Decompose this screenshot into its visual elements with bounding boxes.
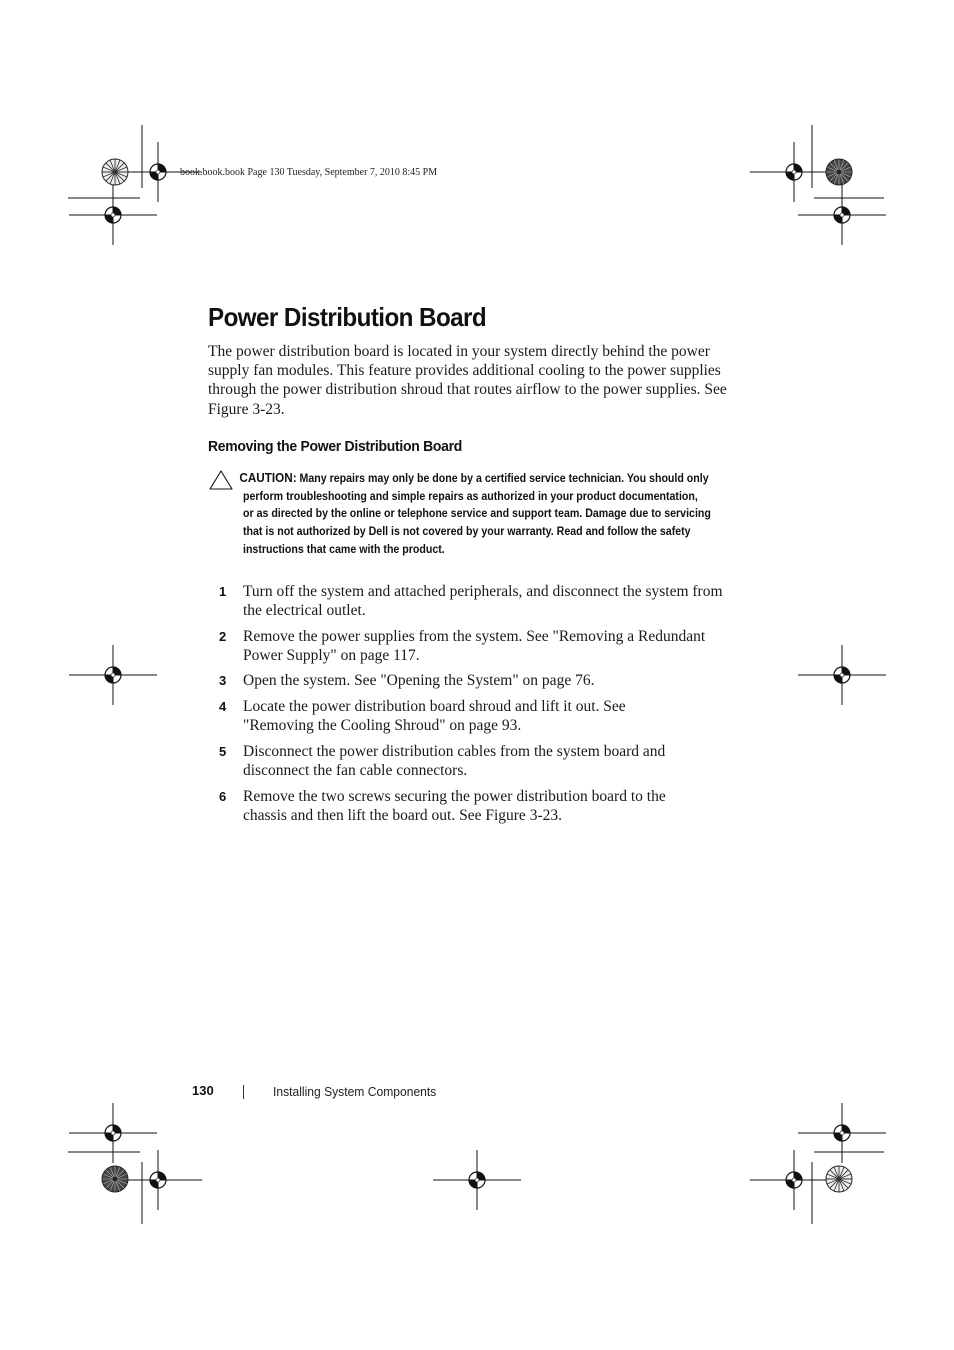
registration-crosshair-icon [798, 185, 886, 245]
registration-crosshair-icon [798, 645, 886, 705]
step-text: Open the system. See "Opening the System" on page 76. [243, 672, 595, 689]
registration-crosshair-icon [69, 645, 157, 705]
footer-divider [243, 1085, 244, 1099]
page-number: 130 [192, 1083, 214, 1098]
step-text: Turn off the system and attached peripherals, and disconnect the system from the electrical outlet. [243, 583, 723, 620]
registration-crosshair-icon [750, 1150, 838, 1210]
step-number: 6 [219, 789, 227, 804]
step-number: 3 [219, 673, 227, 688]
caution-label: CAUTION: [239, 470, 297, 485]
step-number: 1 [219, 584, 227, 599]
caution-body: Many repairs may only be done by a certified service technician. You should only perform troubleshooting and simple repairs as authorized in your product documentation, or as directed by the online or telephone service and support team. Damage due to servicing that is not authorized by Dell is not covered by your warranty. Read and follow the safety instructions that came with the product. [243, 471, 711, 556]
intro-paragraph: The power distribution board is located in your system directly behind the power supply fan modules. This feature provides additional cooling to the power supplies through the power distribution shroud that routes airflow to the power supplies. See Figure 3-23. [208, 343, 727, 418]
registration-crosshair-icon [69, 185, 157, 245]
step-text: Disconnect the power distribution cables from the system board and disconnect the fan cable connectors. [243, 743, 666, 780]
print-slug: book.book.book Page 130 Tuesday, September 7, 2010 8:45 PM [180, 167, 438, 178]
step-number: 2 [219, 629, 227, 644]
step-number: 4 [219, 699, 227, 714]
step-text: Locate the power distribution board shroud and lift it out. See "Removing the Cooling Shroud" on page 93. [243, 698, 626, 735]
page-title: Power Distribution Board [208, 302, 487, 332]
registration-crosshair-icon [433, 1150, 521, 1210]
step-text: Remove the two screws securing the power distribution board to the chassis and then lift the board out. See Figure 3-23. [243, 788, 666, 825]
registration-crosshair-icon [798, 1103, 886, 1163]
footer-chapter: Installing System Components [273, 1084, 437, 1099]
step-text: Remove the power supplies from the system. See "Removing a Redundant Power Supply" on page 117. [243, 628, 706, 665]
printer-color-wheel-icon [102, 1166, 128, 1192]
step-number: 5 [219, 744, 227, 759]
subsection-title: Removing the Power Distribution Board [208, 438, 462, 455]
registration-crosshair-icon [69, 1103, 157, 1163]
printer-color-wheel-icon [102, 159, 128, 185]
caution-notice [239, 469, 711, 559]
registration-crosshair-icon [750, 142, 838, 202]
printer-color-wheel-icon [826, 159, 852, 185]
printer-color-wheel-icon [826, 1166, 852, 1192]
caution-triangle-icon [209, 470, 233, 490]
